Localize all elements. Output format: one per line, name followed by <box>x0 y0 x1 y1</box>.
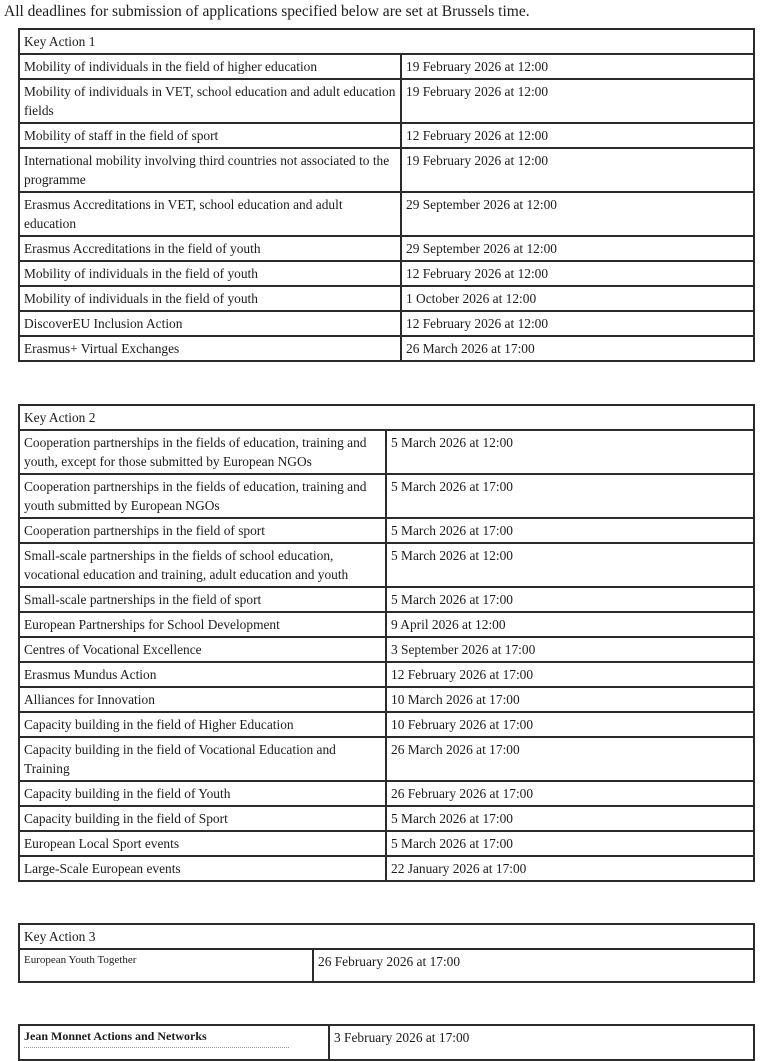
action-label: Mobility of individuals in the field of youth <box>24 291 258 306</box>
action-cell <box>19 949 313 982</box>
table-title: Key Action 3 <box>19 924 754 949</box>
action-cell <box>19 261 401 286</box>
action-label: DiscoverEU Inclusion Action <box>24 316 183 331</box>
action-label: Erasmus+ Virtual Exchanges <box>24 341 180 356</box>
deadline-cell: 9 April 2026 at 12:00 <box>386 612 754 637</box>
deadline-cell: 26 March 2026 at 17:00 <box>401 336 754 361</box>
action-label: Small-scale partnerships in the field of sport <box>24 592 262 607</box>
action-cell <box>19 336 401 361</box>
deadline-cell: 12 February 2026 at 17:00 <box>386 662 754 687</box>
action-cell <box>19 612 386 637</box>
table-row <box>19 430 754 474</box>
deadline-cell: 1 October 2026 at 12:00 <box>401 286 754 311</box>
table-row <box>19 311 754 336</box>
action-cell <box>19 123 401 148</box>
action-cell <box>19 192 401 236</box>
deadline-cell: 19 February 2026 at 12:00 <box>401 79 754 123</box>
action-cell <box>19 148 401 192</box>
action-label: Cooperation partnerships in the field of sport <box>24 523 265 538</box>
deadline-cell: 19 February 2026 at 12:00 <box>401 148 754 192</box>
table-row <box>19 336 754 361</box>
action-cell <box>19 806 386 831</box>
action-label: Capacity building in the field of Vocational Education and Training <box>24 742 336 776</box>
action-cell <box>19 1025 329 1060</box>
table-row <box>19 806 754 831</box>
deadline-cell: 3 February 2026 at 17:00 <box>329 1025 754 1060</box>
deadline-cell: 29 September 2026 at 12:00 <box>401 236 754 261</box>
action-label: Mobility of individuals in the field of higher education <box>24 59 318 74</box>
action-cell <box>19 79 401 123</box>
table-title: Key Action 1 <box>19 29 754 54</box>
table-row <box>19 148 754 192</box>
table-row <box>19 236 754 261</box>
document-page <box>0 2 773 1045</box>
action-label: Alliances for Innovation <box>24 692 155 707</box>
intro-text: All deadlines for submission of applications specified below are set at Brussels time. <box>4 3 530 20</box>
table-row <box>19 79 754 123</box>
table-row <box>19 612 754 637</box>
deadline-cell: 5 March 2026 at 12:00 <box>386 430 754 474</box>
table-row <box>19 123 754 148</box>
action-label: European Local Sport events <box>24 836 180 851</box>
deadline-cell: 10 March 2026 at 17:00 <box>386 687 754 712</box>
action-cell <box>19 781 386 806</box>
table-row <box>19 54 754 79</box>
table-row <box>19 286 754 311</box>
action-cell <box>19 637 386 662</box>
action-cell <box>19 587 386 612</box>
action-cell <box>19 712 386 737</box>
table-row <box>19 687 754 712</box>
action-label: International mobility involving third countries not associated to the programme <box>24 153 390 187</box>
deadline-cell: 5 March 2026 at 17:00 <box>386 831 754 856</box>
table-title: Key Action 2 <box>19 405 754 430</box>
action-cell <box>19 236 401 261</box>
action-label: Jean Monnet Actions and Networks <box>24 1029 289 1048</box>
jean-monnet-table <box>18 1024 755 1061</box>
deadline-cell: 5 March 2026 at 17:00 <box>386 518 754 543</box>
deadline-cell: 10 February 2026 at 17:00 <box>386 712 754 737</box>
action-label: Mobility of staff in the field of sport <box>24 128 219 143</box>
action-label: Capacity building in the field of Higher Education <box>24 717 294 732</box>
action-label: Centres of Vocational Excellence <box>24 642 202 657</box>
action-cell <box>19 737 386 781</box>
action-label: Small-scale partnerships in the fields of school education, vocational education and training, adult education and youth <box>24 548 349 582</box>
action-cell <box>19 662 386 687</box>
table-row <box>19 781 754 806</box>
action-cell <box>19 286 401 311</box>
action-label: Cooperation partnerships in the fields of education, training and youth, except for those submitted by European NGOs <box>24 435 367 469</box>
action-cell <box>19 543 386 587</box>
table-row <box>19 543 754 587</box>
deadline-cell: 29 September 2026 at 12:00 <box>401 192 754 236</box>
action-label: Erasmus Accreditations in the field of youth <box>24 241 261 256</box>
deadline-cell: 12 February 2026 at 12:00 <box>401 311 754 336</box>
table-row <box>19 518 754 543</box>
table-row <box>19 637 754 662</box>
deadline-cell: 19 February 2026 at 12:00 <box>401 54 754 79</box>
deadline-cell: 5 March 2026 at 17:00 <box>386 474 754 518</box>
action-cell <box>19 311 401 336</box>
deadline-cell: 5 March 2026 at 17:00 <box>386 587 754 612</box>
deadline-cell: 26 March 2026 at 17:00 <box>386 737 754 781</box>
action-cell <box>19 687 386 712</box>
deadline-cell: 5 March 2026 at 17:00 <box>386 806 754 831</box>
action-label: Mobility of individuals in VET, school education and adult education fields <box>24 84 396 118</box>
action-cell <box>19 430 386 474</box>
table-row <box>19 831 754 856</box>
action-cell <box>19 831 386 856</box>
table-row <box>19 856 754 881</box>
action-label: Erasmus Mundus Action <box>24 667 157 682</box>
deadline-cell: 5 March 2026 at 12:00 <box>386 543 754 587</box>
key-action-2-table <box>18 404 755 882</box>
table-row <box>19 662 754 687</box>
table-row <box>19 737 754 781</box>
table-row <box>19 192 754 236</box>
key-action-1-table <box>18 28 755 362</box>
action-label: Cooperation partnerships in the fields of education, training and youth submitted by European NGOs <box>24 479 367 513</box>
deadline-cell: 3 September 2026 at 17:00 <box>386 637 754 662</box>
table-row <box>19 949 754 982</box>
deadline-cell: 22 January 2026 at 17:00 <box>386 856 754 881</box>
deadline-cell: 12 February 2026 at 12:00 <box>401 123 754 148</box>
action-label: European Youth Together <box>24 954 137 966</box>
action-cell <box>19 474 386 518</box>
deadline-cell: 26 February 2026 at 17:00 <box>386 781 754 806</box>
deadline-cell: 12 February 2026 at 12:00 <box>401 261 754 286</box>
table-row <box>19 474 754 518</box>
deadline-cell: 26 February 2026 at 17:00 <box>313 949 754 982</box>
action-label: Large-Scale European events <box>24 861 181 876</box>
key-action-3-table <box>18 923 755 983</box>
table-row <box>19 712 754 737</box>
action-label: Mobility of individuals in the field of youth <box>24 266 258 281</box>
action-cell <box>19 54 401 79</box>
action-label: European Partnerships for School Development <box>24 617 280 632</box>
table-row <box>19 261 754 286</box>
action-label: Erasmus Accreditations in VET, school education and adult education <box>24 197 343 231</box>
action-cell <box>19 518 386 543</box>
table-row <box>19 587 754 612</box>
action-label: Capacity building in the field of Sport <box>24 811 228 826</box>
action-label: Capacity building in the field of Youth <box>24 786 231 801</box>
table-row <box>19 1025 754 1060</box>
action-cell <box>19 856 386 881</box>
